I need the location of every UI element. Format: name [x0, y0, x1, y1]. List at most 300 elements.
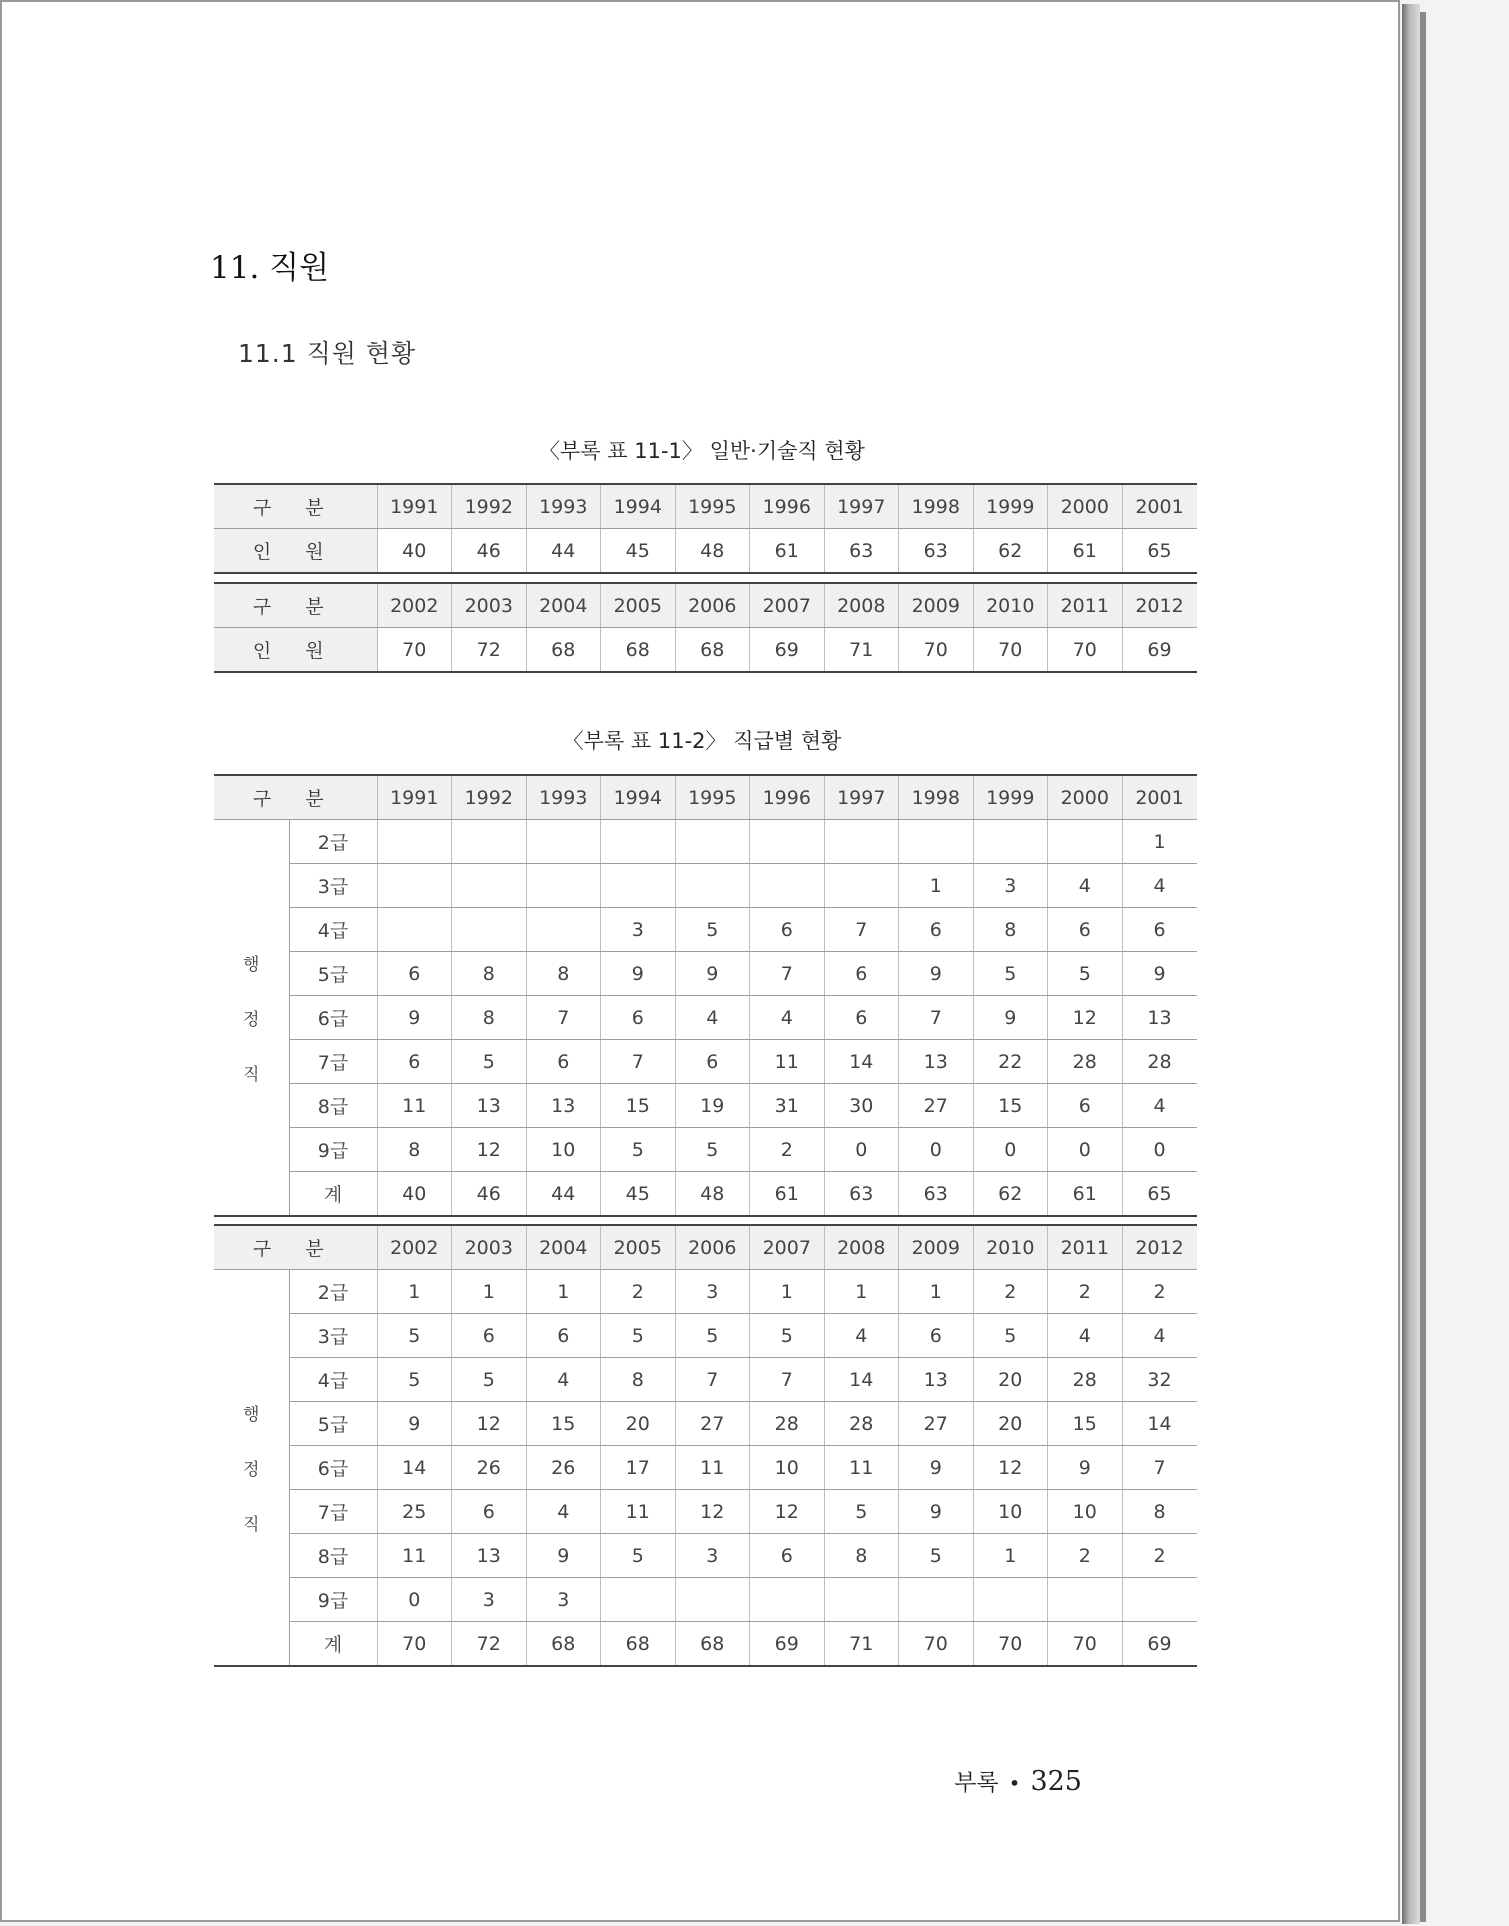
table-cell: 27 — [899, 1084, 974, 1128]
table-cell: 6 — [750, 1534, 825, 1578]
year-header: 1993 — [526, 775, 601, 820]
table-cell: 3 — [675, 1270, 750, 1314]
page-edge-shadow — [1420, 12, 1426, 1922]
table-cell: 8 — [452, 952, 527, 996]
table-cell: 20 — [973, 1402, 1048, 1446]
table-cell — [750, 864, 825, 908]
year-header: 1994 — [601, 484, 676, 529]
table-row — [214, 1534, 1197, 1578]
table-cell: 5 — [675, 1128, 750, 1172]
table-cell — [601, 864, 676, 908]
year-header: 1995 — [675, 775, 750, 820]
header-row — [214, 1225, 1197, 1270]
table-cell: 8 — [526, 952, 601, 996]
table-cell: 45 — [601, 1172, 676, 1217]
table-cell: 68 — [526, 1622, 601, 1667]
table-cell: 7 — [1122, 1446, 1197, 1490]
grade-label: 2급 — [289, 1270, 377, 1314]
table-cell — [824, 1578, 899, 1622]
table-row — [214, 628, 1197, 673]
year-header: 2012 — [1122, 583, 1197, 628]
category-label — [214, 820, 289, 1215]
table-cell: 7 — [526, 996, 601, 1040]
table-cell: 5 — [377, 1314, 452, 1358]
table-cell: 8 — [824, 1534, 899, 1578]
table-cell: 6 — [750, 908, 825, 952]
table-cell: 6 — [452, 1490, 527, 1534]
table-cell: 7 — [601, 1040, 676, 1084]
table-cell: 70 — [1048, 1622, 1123, 1667]
year-header: 1998 — [899, 775, 974, 820]
table-cell: 70 — [899, 1622, 974, 1667]
grade-label: 8급 — [289, 1084, 377, 1128]
table-cell: 1 — [1122, 820, 1197, 864]
year-header: 2001 — [1122, 775, 1197, 820]
table-cell — [899, 820, 974, 864]
table-cell: 6 — [1048, 908, 1123, 952]
table-cell: 5 — [750, 1314, 825, 1358]
grade-label: 4급 — [289, 1358, 377, 1402]
year-header: 1994 — [601, 775, 676, 820]
table-cell — [1122, 1578, 1197, 1622]
table-cell: 7 — [899, 996, 974, 1040]
year-header: 1991 — [377, 484, 452, 529]
table-cell: 13 — [526, 1084, 601, 1128]
table-row — [214, 820, 1197, 864]
table-cell: 13 — [452, 1534, 527, 1578]
table-cell — [824, 820, 899, 864]
table-cell: 2 — [1122, 1270, 1197, 1314]
table-cell: 62 — [973, 529, 1048, 574]
table-cell: 12 — [750, 1490, 825, 1534]
table-cell: 69 — [1122, 1622, 1197, 1667]
table-cell: 48 — [675, 529, 750, 574]
year-header: 2005 — [601, 1225, 676, 1270]
table-cell: 7 — [824, 908, 899, 952]
page-edge — [1402, 4, 1420, 1924]
year-header: 2010 — [973, 583, 1048, 628]
table-cell: 9 — [601, 952, 676, 996]
table-cell: 4 — [1122, 1084, 1197, 1128]
table-cell: 6 — [1122, 908, 1197, 952]
table-cell — [526, 820, 601, 864]
table-cell: 68 — [675, 628, 750, 673]
year-header: 2007 — [750, 583, 825, 628]
table-cell: 9 — [675, 952, 750, 996]
year-header: 2011 — [1048, 583, 1123, 628]
table-cell: 2 — [1048, 1534, 1123, 1578]
table-cell: 4 — [1122, 864, 1197, 908]
table-cell: 70 — [899, 628, 974, 673]
table-row — [214, 1402, 1197, 1446]
table-cell: 14 — [1122, 1402, 1197, 1446]
table-cell: 0 — [973, 1128, 1048, 1172]
table-row — [214, 1314, 1197, 1358]
table-cell: 8 — [973, 908, 1048, 952]
table-cell — [526, 864, 601, 908]
year-header: 2005 — [601, 583, 676, 628]
table-cell: 5 — [973, 952, 1048, 996]
table-cell: 1 — [452, 1270, 527, 1314]
table-cell: 6 — [675, 1040, 750, 1084]
year-header: 2009 — [899, 583, 974, 628]
table-cell: 28 — [750, 1402, 825, 1446]
table-cell: 7 — [675, 1358, 750, 1402]
table-row — [214, 1358, 1197, 1402]
grade-label: 8급 — [289, 1534, 377, 1578]
table-cell: 9 — [899, 1446, 974, 1490]
year-header: 1999 — [973, 484, 1048, 529]
table-cell: 0 — [377, 1578, 452, 1622]
table-cell: 70 — [1048, 628, 1123, 673]
table-cell: 8 — [1122, 1490, 1197, 1534]
table-cell: 5 — [452, 1358, 527, 1402]
table-cell: 3 — [675, 1534, 750, 1578]
table-cell: 4 — [824, 1314, 899, 1358]
table-cell — [750, 820, 825, 864]
table-cell: 5 — [973, 1314, 1048, 1358]
year-header: 2003 — [452, 583, 527, 628]
table-cell: 71 — [824, 628, 899, 673]
table-cell: 10 — [526, 1128, 601, 1172]
table-cell: 19 — [675, 1084, 750, 1128]
year-header: 1995 — [675, 484, 750, 529]
table-cell: 17 — [601, 1446, 676, 1490]
table-cell: 12 — [973, 1446, 1048, 1490]
table-cell: 62 — [973, 1172, 1048, 1217]
category-char: 직 — [243, 1065, 260, 1085]
table-cell: 28 — [1048, 1358, 1123, 1402]
table-cell: 9 — [377, 996, 452, 1040]
year-header: 2004 — [526, 583, 601, 628]
page-footer — [954, 1764, 1082, 1797]
year-header: 1991 — [377, 775, 452, 820]
table-cell: 13 — [452, 1084, 527, 1128]
table-cell: 6 — [601, 996, 676, 1040]
table-cell: 22 — [973, 1040, 1048, 1084]
table-cell: 1 — [899, 1270, 974, 1314]
table2-caption: 〈부록 표 11-2〉 직급별 현황 — [562, 729, 842, 753]
year-header: 1997 — [824, 775, 899, 820]
table-cell: 6 — [824, 996, 899, 1040]
table-cell: 69 — [1122, 628, 1197, 673]
table-cell — [1048, 1578, 1123, 1622]
table-cell: 4 — [675, 996, 750, 1040]
table-row — [214, 1490, 1197, 1534]
table-cell: 68 — [601, 628, 676, 673]
table2-part-b — [214, 1224, 1197, 1667]
table-cell: 8 — [377, 1128, 452, 1172]
table-cell: 4 — [750, 996, 825, 1040]
table-cell: 8 — [452, 996, 527, 1040]
table-cell: 3 — [526, 1578, 601, 1622]
page-number: 325 — [1030, 1766, 1082, 1797]
table-cell: 6 — [377, 952, 452, 996]
table-cell — [377, 908, 452, 952]
table-cell: 26 — [452, 1446, 527, 1490]
table-cell: 11 — [824, 1446, 899, 1490]
table-cell: 45 — [601, 529, 676, 574]
table-cell — [452, 908, 527, 952]
category-char: 행 — [243, 955, 260, 975]
table-cell: 63 — [824, 529, 899, 574]
table-cell: 9 — [1122, 952, 1197, 996]
table-cell: 9 — [377, 1402, 452, 1446]
table-cell: 2 — [750, 1128, 825, 1172]
table-cell: 8 — [601, 1358, 676, 1402]
table-cell: 7 — [750, 1358, 825, 1402]
table-cell — [824, 864, 899, 908]
table-row — [214, 952, 1197, 996]
table-row — [214, 1128, 1197, 1172]
table1-part-a — [214, 483, 1197, 574]
section-heading: 11. 직원 — [210, 250, 330, 286]
table-cell: 3 — [452, 1578, 527, 1622]
table-cell: 15 — [1048, 1402, 1123, 1446]
table-cell — [1048, 820, 1123, 864]
grade-label: 5급 — [289, 1402, 377, 1446]
table-cell: 14 — [377, 1446, 452, 1490]
year-header: 2000 — [1048, 775, 1123, 820]
table-cell: 14 — [824, 1040, 899, 1084]
year-header: 2001 — [1122, 484, 1197, 529]
header-row — [214, 484, 1197, 529]
table-cell: 63 — [899, 529, 974, 574]
table-cell: 46 — [452, 1172, 527, 1217]
year-header: 1996 — [750, 775, 825, 820]
year-header: 2008 — [824, 1225, 899, 1270]
table-cell: 69 — [750, 1622, 825, 1667]
table-cell: 65 — [1122, 1172, 1197, 1217]
table-cell: 2 — [1048, 1270, 1123, 1314]
table-cell: 3 — [973, 864, 1048, 908]
grade-label: 9급 — [289, 1578, 377, 1622]
table-cell — [973, 1578, 1048, 1622]
grade-label: 5급 — [289, 952, 377, 996]
table-cell — [452, 820, 527, 864]
table-cell: 40 — [377, 1172, 452, 1217]
table-cell: 12 — [452, 1402, 527, 1446]
year-header: 2012 — [1122, 1225, 1197, 1270]
table-cell: 27 — [899, 1402, 974, 1446]
table-cell — [601, 820, 676, 864]
table-cell: 1 — [973, 1534, 1048, 1578]
table-cell: 6 — [824, 952, 899, 996]
table-cell: 10 — [1048, 1490, 1123, 1534]
footer-separator: • — [1008, 1771, 1021, 1795]
table-cell: 61 — [1048, 529, 1123, 574]
table-cell: 68 — [526, 628, 601, 673]
year-header: 2007 — [750, 1225, 825, 1270]
table-row — [214, 1084, 1197, 1128]
category-label — [214, 1270, 289, 1665]
table-cell: 9 — [899, 952, 974, 996]
table-cell: 63 — [824, 1172, 899, 1217]
table-row — [214, 996, 1197, 1040]
year-header: 2006 — [675, 583, 750, 628]
table-cell: 5 — [899, 1534, 974, 1578]
grade-label: 7급 — [289, 1490, 377, 1534]
grade-label: 7급 — [289, 1040, 377, 1084]
table-cell: 44 — [526, 1172, 601, 1217]
table-cell: 10 — [750, 1446, 825, 1490]
table-cell: 13 — [1122, 996, 1197, 1040]
table-cell: 46 — [452, 529, 527, 574]
table-cell — [973, 820, 1048, 864]
table-cell: 4 — [526, 1490, 601, 1534]
year-header: 2003 — [452, 1225, 527, 1270]
table-cell: 5 — [601, 1534, 676, 1578]
table-cell: 0 — [899, 1128, 974, 1172]
table-cell: 70 — [377, 1622, 452, 1667]
table-cell — [526, 908, 601, 952]
category-char: 정 — [243, 1010, 260, 1030]
table-cell: 10 — [973, 1490, 1048, 1534]
year-header: 1999 — [973, 775, 1048, 820]
table-cell: 9 — [973, 996, 1048, 1040]
table-cell: 14 — [824, 1358, 899, 1402]
year-header: 2006 — [675, 1225, 750, 1270]
year-header: 2004 — [526, 1225, 601, 1270]
footer-label: 부록 — [954, 1770, 999, 1796]
table-cell: 1 — [899, 864, 974, 908]
table-cell: 65 — [1122, 529, 1197, 574]
grade-label: 6급 — [289, 1446, 377, 1490]
table-cell — [675, 1578, 750, 1622]
year-header: 1998 — [899, 484, 974, 529]
table-cell: 15 — [601, 1084, 676, 1128]
table-row — [214, 1040, 1197, 1084]
table-cell: 68 — [601, 1622, 676, 1667]
table-cell: 9 — [526, 1534, 601, 1578]
table-row — [214, 908, 1197, 952]
table-cell — [377, 864, 452, 908]
table-cell: 70 — [973, 628, 1048, 673]
table-cell: 61 — [750, 1172, 825, 1217]
table-cell: 6 — [899, 1314, 974, 1358]
year-header: 2011 — [1048, 1225, 1123, 1270]
table-cell — [675, 864, 750, 908]
category-cell — [214, 820, 289, 1217]
table-cell: 6 — [526, 1314, 601, 1358]
table1-caption: 〈부록 표 11-1〉 일반·기술직 현황 — [539, 439, 865, 463]
table-cell — [601, 1578, 676, 1622]
grade-label: 6급 — [289, 996, 377, 1040]
table-cell: 1 — [824, 1270, 899, 1314]
table-cell: 11 — [750, 1040, 825, 1084]
year-header: 2008 — [824, 583, 899, 628]
year-header: 1997 — [824, 484, 899, 529]
year-header: 2000 — [1048, 484, 1123, 529]
table-cell: 68 — [675, 1622, 750, 1667]
table-cell: 32 — [1122, 1358, 1197, 1402]
table-cell: 11 — [377, 1084, 452, 1128]
table-cell: 5 — [824, 1490, 899, 1534]
table-cell: 9 — [1048, 1446, 1123, 1490]
table-cell: 30 — [824, 1084, 899, 1128]
subsection-heading: 11.1 직원 현황 — [238, 339, 417, 368]
table-row — [214, 1578, 1197, 1622]
row-label: 인 원 — [214, 529, 377, 574]
table-cell: 4 — [526, 1358, 601, 1402]
table-cell: 7 — [750, 952, 825, 996]
header-row — [214, 775, 1197, 820]
table-cell: 6 — [1048, 1084, 1123, 1128]
table-cell: 5 — [601, 1128, 676, 1172]
table-cell — [675, 820, 750, 864]
row-label: 인 원 — [214, 628, 377, 673]
table-cell: 69 — [750, 628, 825, 673]
table-cell: 48 — [675, 1172, 750, 1217]
table-cell: 20 — [973, 1358, 1048, 1402]
table-cell: 13 — [899, 1040, 974, 1084]
category-char: 행 — [243, 1405, 260, 1425]
table-cell: 70 — [973, 1622, 1048, 1667]
year-header: 2002 — [377, 1225, 452, 1270]
table-cell: 0 — [1122, 1128, 1197, 1172]
table-cell: 0 — [824, 1128, 899, 1172]
year-header: 2002 — [377, 583, 452, 628]
table-cell: 5 — [452, 1040, 527, 1084]
table-cell: 4 — [1122, 1314, 1197, 1358]
table-cell: 11 — [377, 1534, 452, 1578]
table-cell: 70 — [377, 628, 452, 673]
header-row — [214, 583, 1197, 628]
table-cell: 61 — [1048, 1172, 1123, 1217]
table-cell: 12 — [1048, 996, 1123, 1040]
year-header: 2010 — [973, 1225, 1048, 1270]
table2-part-a — [214, 774, 1197, 1217]
table-cell: 6 — [452, 1314, 527, 1358]
table-cell: 12 — [675, 1490, 750, 1534]
category-char: 정 — [243, 1460, 260, 1480]
table-cell: 6 — [526, 1040, 601, 1084]
table-cell: 4 — [1048, 864, 1123, 908]
table-cell — [377, 820, 452, 864]
table-cell: 9 — [899, 1490, 974, 1534]
table-row — [214, 529, 1197, 574]
table-cell: 27 — [675, 1402, 750, 1446]
table-cell: 1 — [526, 1270, 601, 1314]
table-cell: 1 — [377, 1270, 452, 1314]
category-cell — [214, 1270, 289, 1667]
year-header: 1992 — [452, 775, 527, 820]
table-cell: 3 — [601, 908, 676, 952]
table-cell: 5 — [1048, 952, 1123, 996]
table-row — [214, 1622, 1197, 1667]
table-cell: 28 — [1048, 1040, 1123, 1084]
table1-part-b — [214, 582, 1197, 673]
table-cell — [750, 1578, 825, 1622]
grade-label: 3급 — [289, 864, 377, 908]
table-row — [214, 1172, 1197, 1217]
table-cell: 15 — [973, 1084, 1048, 1128]
table-cell: 71 — [824, 1622, 899, 1667]
table-cell: 25 — [377, 1490, 452, 1534]
year-header: 1993 — [526, 484, 601, 529]
table-row — [214, 864, 1197, 908]
year-header: 1996 — [750, 484, 825, 529]
grade-label: 3급 — [289, 1314, 377, 1358]
table-cell: 40 — [377, 529, 452, 574]
table-cell: 2 — [973, 1270, 1048, 1314]
header-label: 구 분 — [214, 775, 377, 820]
table-cell: 31 — [750, 1084, 825, 1128]
table-cell: 2 — [1122, 1534, 1197, 1578]
table-cell: 0 — [1048, 1128, 1123, 1172]
grade-label: 계 — [289, 1172, 377, 1217]
table-cell: 44 — [526, 529, 601, 574]
